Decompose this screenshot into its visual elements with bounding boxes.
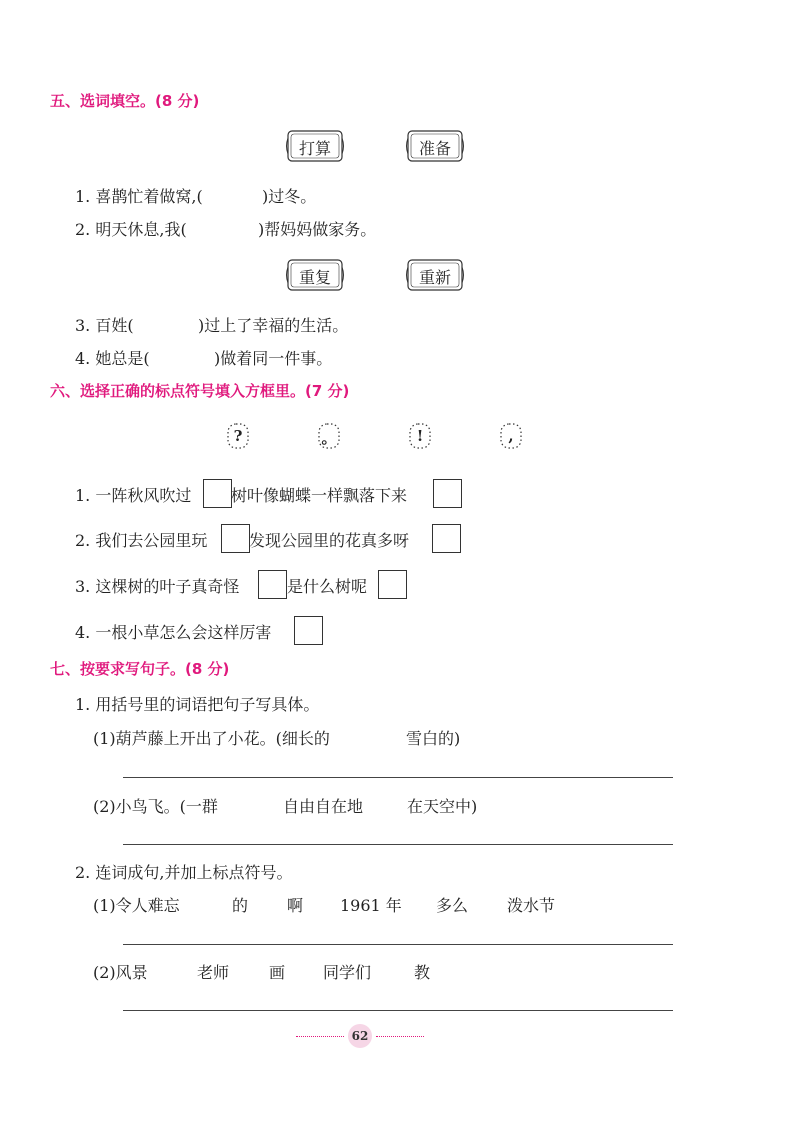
answer-box-6-1b[interactable] [433,479,462,508]
punct-period: 。 [316,421,342,451]
q7-1b-text: (2)小鸟飞。(一群 [93,797,218,816]
word-dasuan: 打算 [298,139,331,158]
q7-2b-word-1: (2)风景 [93,963,148,982]
q7-2a-word-5: 多么 [436,896,469,915]
word-box-zhunbei [405,128,465,164]
word-zhunbei: 准备 [418,139,451,158]
q5-2-start: 2. 明天休息,我( [75,220,187,239]
q7-1a-word: 雪白的) [406,729,461,748]
q7-2b-word-2: 老师 [197,963,230,982]
punct-comma: , [498,421,524,451]
answer-line-7-1a[interactable] [123,777,673,778]
q7-1b-word-3: 在天空中) [407,797,478,816]
punct-exclamation: ! [407,421,433,451]
q6-1-start: 1. 一阵秋风吹过 [75,486,192,505]
section-6-title: 六、选择正确的标点符号填入方框里。(7 分) [50,382,350,400]
q7-1b-word-2: 自由自在地 [283,797,364,816]
answer-box-6-3b[interactable] [378,570,407,599]
answer-line-7-2b[interactable] [123,1010,673,1011]
q7-2-title: 2. 连词成句,并加上标点符号。 [75,863,293,882]
q7-2a-word-1: (1)令人难忘 [93,896,180,915]
section-5-title: 五、选词填空。(8 分) [50,92,200,110]
q5-3-end: )过上了幸福的生活。 [198,316,349,335]
q5-1-start: 1. 喜鹊忙着做窝,( [75,187,203,206]
q6-2-end: 发现公园里的花真多呀 [249,531,410,550]
page-number: 62 [348,1024,372,1048]
q5-2-end: )帮妈妈做家务。 [258,220,377,239]
q5-1-end: )过冬。 [262,187,317,206]
q5-4-end: )做着同一件事。 [214,349,333,368]
answer-line-7-1b[interactable] [123,844,673,845]
word-chongfu: 重复 [298,268,331,287]
q5-4-start: 4. 她总是( [75,349,150,368]
word-box-chongxin [405,257,465,293]
answer-box-6-1a[interactable] [203,479,232,508]
q7-2a-word-6: 泼水节 [507,896,556,915]
section-7-title: 七、按要求写句子。(8 分) [50,660,230,678]
footer-divider-left [296,1036,344,1037]
q6-3-end: 是什么树呢 [287,577,368,596]
word-box-chongfu [285,257,345,293]
answer-box-6-4[interactable] [294,616,323,645]
q7-2b-word-3: 画 [269,963,286,982]
q7-2b-word-4: 同学们 [323,963,372,982]
q6-2-start: 2. 我们去公园里玩 [75,531,208,550]
q6-1-end: 树叶像蝴蝶一样飘落下来 [231,486,408,505]
q7-1-title: 1. 用括号里的词语把句子写具体。 [75,695,320,714]
answer-box-6-3a[interactable] [258,570,287,599]
answer-line-7-2a[interactable] [123,944,673,945]
q7-1a-text: (1)葫芦藤上开出了小花。(细长的 [93,729,330,748]
q7-2a-word-3: 啊 [287,896,304,915]
punct-question-mark: ? [225,421,251,451]
q7-2a-word-2: 的 [232,896,249,915]
answer-box-6-2b[interactable] [432,524,461,553]
q5-3-start: 3. 百姓( [75,316,134,335]
q7-2b-word-5: 教 [414,963,431,982]
q6-3-start: 3. 这棵树的叶子真奇怪 [75,577,240,596]
word-box-dasuan [285,128,345,164]
answer-box-6-2a[interactable] [221,524,250,553]
footer-divider-right [376,1036,424,1037]
q6-4-start: 4. 一根小草怎么会这样厉害 [75,623,272,642]
q7-2a-word-4: 1961 年 [340,896,402,915]
word-chongxin: 重新 [418,268,451,287]
